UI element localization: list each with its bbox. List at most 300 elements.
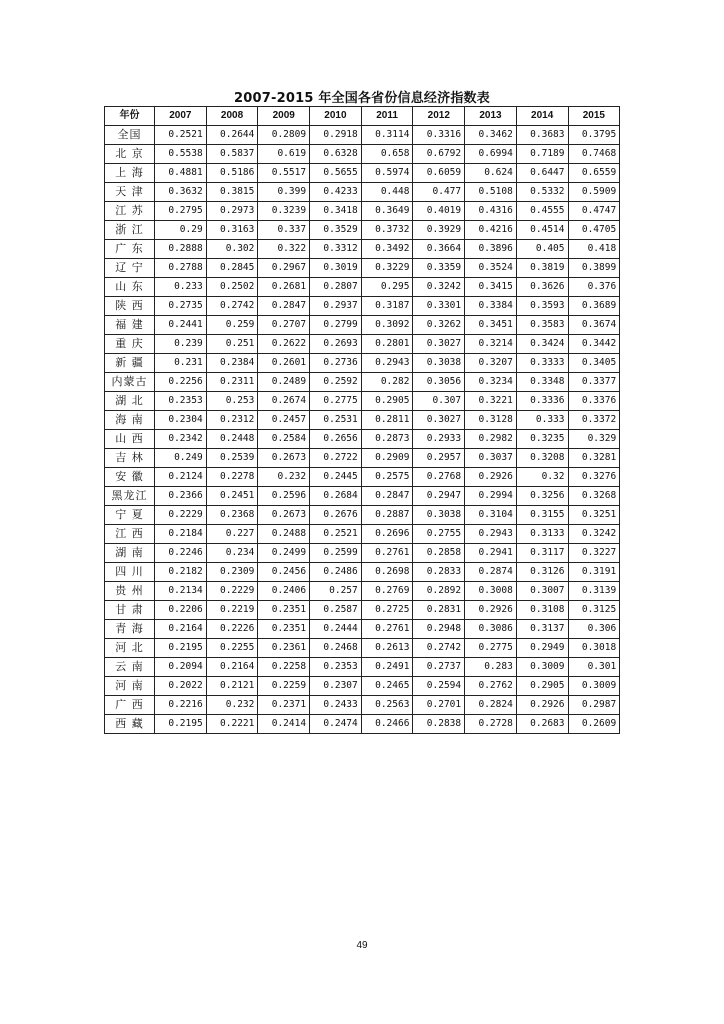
index-value-cell: 0.2722 bbox=[310, 449, 362, 468]
index-value-cell: 0.2788 bbox=[155, 259, 207, 278]
index-value-cell: 0.405 bbox=[516, 240, 568, 259]
header-cell-year: 2015 bbox=[568, 107, 620, 126]
index-value-cell: 0.6447 bbox=[516, 164, 568, 183]
header-cell-year: 2013 bbox=[465, 107, 517, 126]
table-row bbox=[105, 335, 620, 354]
index-value-cell: 0.3214 bbox=[465, 335, 517, 354]
index-value-cell: 0.2736 bbox=[310, 354, 362, 373]
table-row bbox=[105, 525, 620, 544]
table-row bbox=[105, 468, 620, 487]
index-value-cell: 0.3037 bbox=[465, 449, 517, 468]
index-value-cell: 0.322 bbox=[258, 240, 310, 259]
table-row bbox=[105, 620, 620, 639]
table-row bbox=[105, 677, 620, 696]
index-value-cell: 0.3442 bbox=[568, 335, 620, 354]
table-row bbox=[105, 164, 620, 183]
index-value-cell: 0.2361 bbox=[258, 639, 310, 658]
index-value-cell: 0.3333 bbox=[516, 354, 568, 373]
table-row bbox=[105, 696, 620, 715]
index-value-cell: 0.232 bbox=[206, 696, 258, 715]
table-row bbox=[105, 202, 620, 221]
header-row bbox=[105, 107, 620, 126]
index-value-cell: 0.5909 bbox=[568, 183, 620, 202]
index-value-cell: 0.3281 bbox=[568, 449, 620, 468]
index-value-cell: 0.2486 bbox=[310, 563, 362, 582]
index-value-cell: 0.2491 bbox=[361, 658, 413, 677]
table-row bbox=[105, 449, 620, 468]
index-value-cell: 0.227 bbox=[206, 525, 258, 544]
index-value-cell: 0.3418 bbox=[310, 202, 362, 221]
index-value-cell: 0.3009 bbox=[568, 677, 620, 696]
index-value-cell: 0.3126 bbox=[516, 563, 568, 582]
province-cell: 江 苏 bbox=[105, 202, 155, 221]
index-value-cell: 0.2683 bbox=[516, 715, 568, 734]
province-cell: 云 南 bbox=[105, 658, 155, 677]
index-value-cell: 0.3092 bbox=[361, 316, 413, 335]
index-value-cell: 0.3221 bbox=[465, 392, 517, 411]
province-cell: 新 疆 bbox=[105, 354, 155, 373]
index-value-cell: 0.448 bbox=[361, 183, 413, 202]
province-cell: 陕 西 bbox=[105, 297, 155, 316]
province-cell: 甘 肃 bbox=[105, 601, 155, 620]
index-value-cell: 0.32 bbox=[516, 468, 568, 487]
index-value-cell: 0.2909 bbox=[361, 449, 413, 468]
table-row bbox=[105, 430, 620, 449]
province-cell: 浙 江 bbox=[105, 221, 155, 240]
index-value-cell: 0.2312 bbox=[206, 411, 258, 430]
index-value-cell: 0.3008 bbox=[465, 582, 517, 601]
index-value-cell: 0.2304 bbox=[155, 411, 207, 430]
index-value-cell: 0.2195 bbox=[155, 715, 207, 734]
province-cell: 山 东 bbox=[105, 278, 155, 297]
index-value-cell: 0.2489 bbox=[258, 373, 310, 392]
index-value-cell: 0.3239 bbox=[258, 202, 310, 221]
index-value-cell: 0.4705 bbox=[568, 221, 620, 240]
index-value-cell: 0.3462 bbox=[465, 126, 517, 145]
index-value-cell: 0.4881 bbox=[155, 164, 207, 183]
index-value-cell: 0.6994 bbox=[465, 145, 517, 164]
index-value-cell: 0.2725 bbox=[361, 601, 413, 620]
index-value-cell: 0.2278 bbox=[206, 468, 258, 487]
index-value-cell: 0.3128 bbox=[465, 411, 517, 430]
index-value-cell: 0.5186 bbox=[206, 164, 258, 183]
index-value-cell: 0.5655 bbox=[310, 164, 362, 183]
table-row bbox=[105, 126, 620, 145]
index-value-cell: 0.2406 bbox=[258, 582, 310, 601]
index-value-cell: 0.5538 bbox=[155, 145, 207, 164]
index-value-cell: 0.3492 bbox=[361, 240, 413, 259]
index-value-cell: 0.2887 bbox=[361, 506, 413, 525]
index-value-cell: 0.3732 bbox=[361, 221, 413, 240]
index-value-cell: 0.2601 bbox=[258, 354, 310, 373]
index-value-cell: 0.2451 bbox=[206, 487, 258, 506]
index-value-cell: 0.2847 bbox=[258, 297, 310, 316]
province-cell: 福 建 bbox=[105, 316, 155, 335]
index-value-cell: 0.2259 bbox=[258, 677, 310, 696]
index-value-cell: 0.2195 bbox=[155, 639, 207, 658]
index-value-cell: 0.3018 bbox=[568, 639, 620, 658]
index-value-cell: 0.249 bbox=[155, 449, 207, 468]
index-value-cell: 0.3207 bbox=[465, 354, 517, 373]
index-value-cell: 0.2957 bbox=[413, 449, 465, 468]
index-value-cell: 0.2967 bbox=[258, 259, 310, 278]
index-value-cell: 0.2809 bbox=[258, 126, 310, 145]
index-value-cell: 0.2994 bbox=[465, 487, 517, 506]
index-value-cell: 0.3187 bbox=[361, 297, 413, 316]
index-value-cell: 0.2811 bbox=[361, 411, 413, 430]
index-value-cell: 0.282 bbox=[361, 373, 413, 392]
index-value-cell: 0.2457 bbox=[258, 411, 310, 430]
page-number: 49 bbox=[356, 940, 368, 951]
index-value-cell: 0.3424 bbox=[516, 335, 568, 354]
province-cell: 安 徽 bbox=[105, 468, 155, 487]
index-value-cell: 0.2488 bbox=[258, 525, 310, 544]
index-value-cell: 0.2973 bbox=[206, 202, 258, 221]
index-value-cell: 0.3019 bbox=[310, 259, 362, 278]
index-value-cell: 0.3038 bbox=[413, 354, 465, 373]
index-value-cell: 0.231 bbox=[155, 354, 207, 373]
index-value-cell: 0.2838 bbox=[413, 715, 465, 734]
index-value-cell: 0.2847 bbox=[361, 487, 413, 506]
index-value-cell: 0.2933 bbox=[413, 430, 465, 449]
table-title: 2007-2015 年全国各省份信息经济指数表 bbox=[234, 91, 490, 106]
index-value-cell: 0.2448 bbox=[206, 430, 258, 449]
index-value-cell: 0.6559 bbox=[568, 164, 620, 183]
index-value-cell: 0.2807 bbox=[310, 278, 362, 297]
index-value-cell: 0.2941 bbox=[465, 544, 517, 563]
index-value-cell: 0.3359 bbox=[413, 259, 465, 278]
index-value-cell: 0.2121 bbox=[206, 677, 258, 696]
index-value-cell: 0.251 bbox=[206, 335, 258, 354]
index-value-cell: 0.3632 bbox=[155, 183, 207, 202]
province-cell: 江 西 bbox=[105, 525, 155, 544]
index-value-cell: 0.2845 bbox=[206, 259, 258, 278]
table-row bbox=[105, 145, 620, 164]
table-row bbox=[105, 240, 620, 259]
index-value-cell: 0.3234 bbox=[465, 373, 517, 392]
index-value-cell: 0.376 bbox=[568, 278, 620, 297]
index-value-cell: 0.3372 bbox=[568, 411, 620, 430]
province-cell: 吉 林 bbox=[105, 449, 155, 468]
index-value-cell: 0.619 bbox=[258, 145, 310, 164]
index-value-cell: 0.2698 bbox=[361, 563, 413, 582]
table-row bbox=[105, 582, 620, 601]
index-value-cell: 0.3899 bbox=[568, 259, 620, 278]
province-cell: 河 南 bbox=[105, 677, 155, 696]
index-value-cell: 0.2742 bbox=[413, 639, 465, 658]
index-value-cell: 0.2164 bbox=[206, 658, 258, 677]
index-value-cell: 0.333 bbox=[516, 411, 568, 430]
index-value-cell: 0.4514 bbox=[516, 221, 568, 240]
index-value-cell: 0.2696 bbox=[361, 525, 413, 544]
index-value-cell: 0.2531 bbox=[310, 411, 362, 430]
index-value-cell: 0.3664 bbox=[413, 240, 465, 259]
table-row bbox=[105, 221, 620, 240]
index-value-cell: 0.2182 bbox=[155, 563, 207, 582]
index-value-cell: 0.6328 bbox=[310, 145, 362, 164]
index-value-cell: 0.658 bbox=[361, 145, 413, 164]
index-value-cell: 0.3896 bbox=[465, 240, 517, 259]
index-value-cell: 0.5837 bbox=[206, 145, 258, 164]
index-value-cell: 0.2905 bbox=[516, 677, 568, 696]
index-value-cell: 0.2474 bbox=[310, 715, 362, 734]
index-value-cell: 0.2466 bbox=[361, 715, 413, 734]
index-value-cell: 0.2229 bbox=[155, 506, 207, 525]
index-value-cell: 0.624 bbox=[465, 164, 517, 183]
province-cell: 内蒙古 bbox=[105, 373, 155, 392]
index-value-cell: 0.2468 bbox=[310, 639, 362, 658]
index-value-cell: 0.2229 bbox=[206, 582, 258, 601]
index-value-cell: 0.239 bbox=[155, 335, 207, 354]
index-value-cell: 0.2937 bbox=[310, 297, 362, 316]
table-row bbox=[105, 506, 620, 525]
index-value-cell: 0.3348 bbox=[516, 373, 568, 392]
header-cell-year: 2007 bbox=[155, 107, 207, 126]
province-cell: 全国 bbox=[105, 126, 155, 145]
province-cell: 天 津 bbox=[105, 183, 155, 202]
header-cell-year: 2014 bbox=[516, 107, 568, 126]
index-value-cell: 0.5332 bbox=[516, 183, 568, 202]
index-value-cell: 0.3125 bbox=[568, 601, 620, 620]
province-cell: 黑龙江 bbox=[105, 487, 155, 506]
index-value-cell: 0.2644 bbox=[206, 126, 258, 145]
index-value-cell: 0.418 bbox=[568, 240, 620, 259]
index-value-cell: 0.3593 bbox=[516, 297, 568, 316]
index-value-cell: 0.3163 bbox=[206, 221, 258, 240]
index-value-cell: 0.3451 bbox=[465, 316, 517, 335]
index-value-cell: 0.2775 bbox=[310, 392, 362, 411]
index-value-cell: 0.2307 bbox=[310, 677, 362, 696]
index-value-cell: 0.7468 bbox=[568, 145, 620, 164]
index-value-cell: 0.2539 bbox=[206, 449, 258, 468]
header-cell-year: 2008 bbox=[206, 107, 258, 126]
index-value-cell: 0.3377 bbox=[568, 373, 620, 392]
index-value-cell: 0.3819 bbox=[516, 259, 568, 278]
index-value-cell: 0.2592 bbox=[310, 373, 362, 392]
index-value-cell: 0.5517 bbox=[258, 164, 310, 183]
index-value-cell: 0.2761 bbox=[361, 544, 413, 563]
index-value-cell: 0.3117 bbox=[516, 544, 568, 563]
index-value-cell: 0.3524 bbox=[465, 259, 517, 278]
index-value-cell: 0.2134 bbox=[155, 582, 207, 601]
index-value-cell: 0.232 bbox=[258, 468, 310, 487]
index-value-cell: 0.2246 bbox=[155, 544, 207, 563]
index-value-cell: 0.399 bbox=[258, 183, 310, 202]
table-row bbox=[105, 278, 620, 297]
index-value-cell: 0.3312 bbox=[310, 240, 362, 259]
index-value-cell: 0.3415 bbox=[465, 278, 517, 297]
table-row bbox=[105, 487, 620, 506]
index-value-cell: 0.3229 bbox=[361, 259, 413, 278]
index-value-cell: 0.2673 bbox=[258, 449, 310, 468]
index-value-cell: 0.29 bbox=[155, 221, 207, 240]
index-value-cell: 0.4555 bbox=[516, 202, 568, 221]
index-value-cell: 0.2444 bbox=[310, 620, 362, 639]
index-value-cell: 0.3155 bbox=[516, 506, 568, 525]
index-value-cell: 0.6059 bbox=[413, 164, 465, 183]
index-value-cell: 0.2594 bbox=[413, 677, 465, 696]
index-value-cell: 0.2987 bbox=[568, 696, 620, 715]
index-value-cell: 0.2684 bbox=[310, 487, 362, 506]
index-value-cell: 0.2221 bbox=[206, 715, 258, 734]
index-value-cell: 0.3649 bbox=[361, 202, 413, 221]
index-value-cell: 0.3235 bbox=[516, 430, 568, 449]
table-row bbox=[105, 373, 620, 392]
data-table bbox=[104, 106, 620, 734]
index-value-cell: 0.3276 bbox=[568, 468, 620, 487]
province-cell: 广 东 bbox=[105, 240, 155, 259]
index-value-cell: 0.2737 bbox=[413, 658, 465, 677]
header-cell-year: 2009 bbox=[258, 107, 310, 126]
index-value-cell: 0.3242 bbox=[568, 525, 620, 544]
index-value-cell: 0.3139 bbox=[568, 582, 620, 601]
index-value-cell: 0.2258 bbox=[258, 658, 310, 677]
index-value-cell: 0.3626 bbox=[516, 278, 568, 297]
index-value-cell: 0.306 bbox=[568, 620, 620, 639]
index-value-cell: 0.2575 bbox=[361, 468, 413, 487]
index-value-cell: 0.2926 bbox=[465, 601, 517, 620]
index-value-cell: 0.3384 bbox=[465, 297, 517, 316]
index-value-cell: 0.2768 bbox=[413, 468, 465, 487]
index-value-cell: 0.3529 bbox=[310, 221, 362, 240]
index-value-cell: 0.3929 bbox=[413, 221, 465, 240]
province-cell: 辽 宁 bbox=[105, 259, 155, 278]
index-value-cell: 0.307 bbox=[413, 392, 465, 411]
index-value-cell: 0.2599 bbox=[310, 544, 362, 563]
index-value-cell: 0.3208 bbox=[516, 449, 568, 468]
table-row bbox=[105, 544, 620, 563]
index-value-cell: 0.2948 bbox=[413, 620, 465, 639]
index-value-cell: 0.2831 bbox=[413, 601, 465, 620]
index-value-cell: 0.477 bbox=[413, 183, 465, 202]
index-value-cell: 0.3376 bbox=[568, 392, 620, 411]
table-row bbox=[105, 601, 620, 620]
table-row bbox=[105, 563, 620, 582]
index-value-cell: 0.2414 bbox=[258, 715, 310, 734]
index-value-cell: 0.5108 bbox=[465, 183, 517, 202]
index-value-cell: 0.2216 bbox=[155, 696, 207, 715]
index-value-cell: 0.3027 bbox=[413, 335, 465, 354]
index-value-cell: 0.2949 bbox=[516, 639, 568, 658]
index-value-cell: 0.2943 bbox=[465, 525, 517, 544]
index-value-cell: 0.2673 bbox=[258, 506, 310, 525]
index-value-cell: 0.2351 bbox=[258, 620, 310, 639]
index-value-cell: 0.2596 bbox=[258, 487, 310, 506]
index-value-cell: 0.3795 bbox=[568, 126, 620, 145]
index-value-cell: 0.5974 bbox=[361, 164, 413, 183]
province-cell: 湖 北 bbox=[105, 392, 155, 411]
index-value-cell: 0.3009 bbox=[516, 658, 568, 677]
index-value-cell: 0.3137 bbox=[516, 620, 568, 639]
index-value-cell: 0.233 bbox=[155, 278, 207, 297]
index-value-cell: 0.3815 bbox=[206, 183, 258, 202]
index-value-cell: 0.2309 bbox=[206, 563, 258, 582]
index-value-cell: 0.2587 bbox=[310, 601, 362, 620]
index-value-cell: 0.337 bbox=[258, 221, 310, 240]
index-value-cell: 0.259 bbox=[206, 316, 258, 335]
index-value-cell: 0.3108 bbox=[516, 601, 568, 620]
index-value-cell: 0.7189 bbox=[516, 145, 568, 164]
index-value-cell: 0.2858 bbox=[413, 544, 465, 563]
index-value-cell: 0.3256 bbox=[516, 487, 568, 506]
index-value-cell: 0.3336 bbox=[516, 392, 568, 411]
index-value-cell: 0.2613 bbox=[361, 639, 413, 658]
table-body bbox=[105, 126, 620, 734]
index-value-cell: 0.2701 bbox=[413, 696, 465, 715]
index-value-cell: 0.2874 bbox=[465, 563, 517, 582]
index-value-cell: 0.3191 bbox=[568, 563, 620, 582]
index-value-cell: 0.6792 bbox=[413, 145, 465, 164]
index-value-cell: 0.2226 bbox=[206, 620, 258, 639]
index-value-cell: 0.3316 bbox=[413, 126, 465, 145]
table-row bbox=[105, 411, 620, 430]
index-value-cell: 0.253 bbox=[206, 392, 258, 411]
index-value-cell: 0.4233 bbox=[310, 183, 362, 202]
index-value-cell: 0.3405 bbox=[568, 354, 620, 373]
province-cell: 西 藏 bbox=[105, 715, 155, 734]
index-value-cell: 0.2368 bbox=[206, 506, 258, 525]
index-value-cell: 0.2888 bbox=[155, 240, 207, 259]
index-value-cell: 0.2761 bbox=[361, 620, 413, 639]
index-value-cell: 0.2124 bbox=[155, 468, 207, 487]
table-row bbox=[105, 715, 620, 734]
province-cell: 湖 南 bbox=[105, 544, 155, 563]
index-value-cell: 0.2769 bbox=[361, 582, 413, 601]
index-value-cell: 0.3689 bbox=[568, 297, 620, 316]
index-value-cell: 0.2755 bbox=[413, 525, 465, 544]
index-value-cell: 0.2735 bbox=[155, 297, 207, 316]
index-value-cell: 0.2873 bbox=[361, 430, 413, 449]
index-value-cell: 0.2184 bbox=[155, 525, 207, 544]
index-value-cell: 0.2674 bbox=[258, 392, 310, 411]
index-value-cell: 0.2502 bbox=[206, 278, 258, 297]
table-row bbox=[105, 297, 620, 316]
index-value-cell: 0.2445 bbox=[310, 468, 362, 487]
province-cell: 北 京 bbox=[105, 145, 155, 164]
index-value-cell: 0.3086 bbox=[465, 620, 517, 639]
index-value-cell: 0.2353 bbox=[310, 658, 362, 677]
header-cell-year-label: 年份 bbox=[105, 107, 155, 126]
index-value-cell: 0.2943 bbox=[361, 354, 413, 373]
index-value-cell: 0.2384 bbox=[206, 354, 258, 373]
index-value-cell: 0.3027 bbox=[413, 411, 465, 430]
province-cell: 重 庆 bbox=[105, 335, 155, 354]
index-value-cell: 0.3114 bbox=[361, 126, 413, 145]
index-value-cell: 0.2905 bbox=[361, 392, 413, 411]
index-value-cell: 0.2775 bbox=[465, 639, 517, 658]
index-value-cell: 0.3262 bbox=[413, 316, 465, 335]
index-value-cell: 0.2584 bbox=[258, 430, 310, 449]
index-value-cell: 0.4316 bbox=[465, 202, 517, 221]
province-cell: 上 海 bbox=[105, 164, 155, 183]
index-value-cell: 0.3242 bbox=[413, 278, 465, 297]
index-value-cell: 0.3251 bbox=[568, 506, 620, 525]
index-value-cell: 0.3104 bbox=[465, 506, 517, 525]
index-value-cell: 0.4216 bbox=[465, 221, 517, 240]
index-value-cell: 0.2656 bbox=[310, 430, 362, 449]
index-value-cell: 0.2433 bbox=[310, 696, 362, 715]
index-value-cell: 0.2622 bbox=[258, 335, 310, 354]
table-row bbox=[105, 354, 620, 373]
index-value-cell: 0.2499 bbox=[258, 544, 310, 563]
table-row bbox=[105, 392, 620, 411]
index-value-cell: 0.2256 bbox=[155, 373, 207, 392]
index-value-cell: 0.2926 bbox=[465, 468, 517, 487]
index-value-cell: 0.283 bbox=[465, 658, 517, 677]
index-value-cell: 0.2366 bbox=[155, 487, 207, 506]
table-row bbox=[105, 316, 620, 335]
index-value-cell: 0.2918 bbox=[310, 126, 362, 145]
